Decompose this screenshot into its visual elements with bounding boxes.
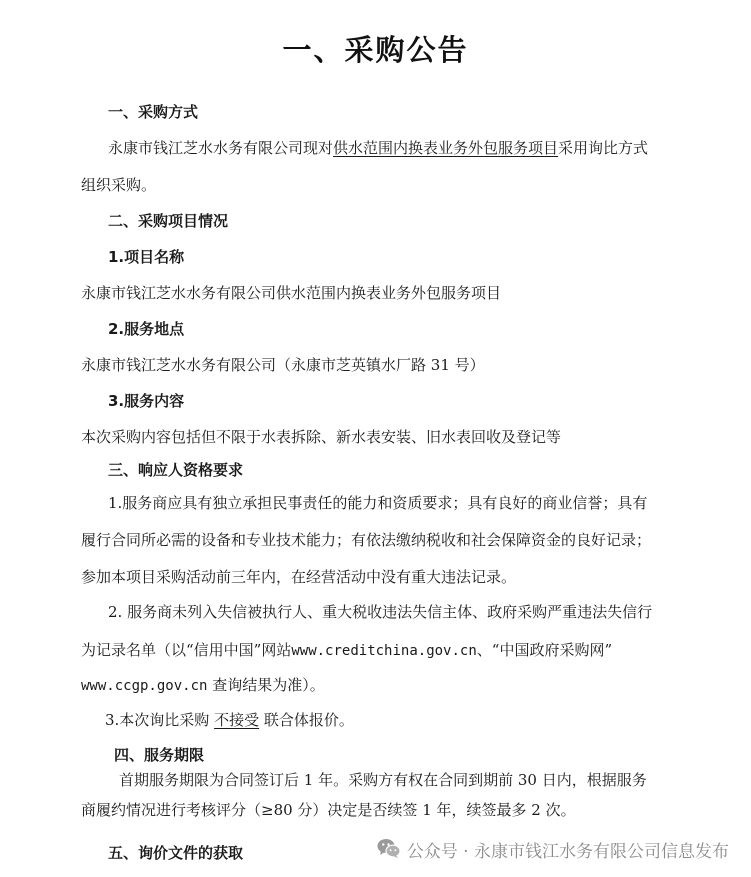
qualification-3-line — [105, 710, 354, 730]
section-1-text-a: 永康市钱江芝水水务有限公司现对 — [108, 139, 334, 157]
section-2-heading: 二、采购项目情况 — [108, 212, 229, 230]
qualification-2-line-2 — [81, 640, 612, 661]
section-1-paragraph-line-1 — [108, 138, 648, 158]
section-4-heading: 四、服务期限 — [114, 746, 205, 764]
qualification-1-line-2: 履行合同所必需的设备和专业技术能力；有依法缴纳税收和社会保障资金的良好记录； — [81, 531, 652, 549]
service-period-line-2: 商履约情况进行考核评分（≥80 分）决定是否续签 1 年，续签最多 2 次。 — [81, 801, 576, 819]
not-accepted-underlined: 不接受 — [214, 711, 260, 729]
project-name-heading: 1.项目名称 — [108, 248, 185, 266]
qualification-2-line-3 — [81, 675, 325, 696]
service-content-text: 本次采购内容包括但不限于水表拆除、新水表安装、旧水表回收及登记等 — [81, 428, 562, 446]
ccgp-url: www.ccgp.gov.cn — [81, 678, 208, 694]
wechat-watermark — [377, 837, 729, 861]
section-3-heading: 三、响应人资格要求 — [108, 461, 244, 479]
creditchina-url: www.creditchina.gov.cn — [291, 643, 477, 659]
section-1-heading: 一、采购方式 — [108, 103, 199, 121]
qualification-3-text-b: 联合体报价。 — [259, 711, 354, 729]
project-name-text: 永康市钱江芝水水务有限公司供水范围内换表业务外包服务项目 — [81, 284, 502, 302]
section-1-paragraph-line-2: 组织采购。 — [81, 176, 157, 194]
qualification-2-text-c: 查询结果为准）。 — [207, 676, 325, 694]
wechat-icon — [377, 838, 401, 860]
project-name-underlined: 供水范围内换表业务外包服务项目 — [333, 139, 559, 157]
qualification-3-text-a: 3.本次询比采购 — [105, 711, 215, 729]
page-title: 一、采购公告 — [282, 33, 469, 67]
service-content-heading: 3.服务内容 — [108, 392, 185, 410]
qualification-2-line-1: 2. 服务商未列入失信被执行人、重大税收违法失信主体、政府采购严重违法失信行 — [108, 603, 653, 621]
qualification-1-line-3: 参加本项目采购活动前三年内，在经营活动中没有重大违法记录。 — [81, 568, 517, 586]
qualification-1-line-1: 1.服务商应具有独立承担民事责任的能力和资质要求；具有良好的商业信誉；具有 — [108, 494, 648, 512]
service-period-line-1: 首期服务期限为合同签订后 1 年。采购方有权在合同到期前 30 日内，根据服务 — [119, 771, 647, 789]
qualification-2-text-b: 、“中国政府采购网” — [476, 641, 613, 659]
service-location-text: 永康市钱江芝水水务有限公司（永康市芝英镇水厂路 31 号） — [81, 356, 485, 374]
service-location-heading: 2.服务地点 — [108, 320, 185, 338]
section-1-text-b: 采用询比方式 — [558, 139, 649, 157]
watermark-text: 公众号 · 永康市钱江水务有限公司信息发布 — [406, 841, 729, 862]
qualification-2-text-a: 为记录名单（以“信用中国”网站 — [81, 641, 292, 659]
section-5-heading: 五、询价文件的获取 — [108, 844, 244, 862]
